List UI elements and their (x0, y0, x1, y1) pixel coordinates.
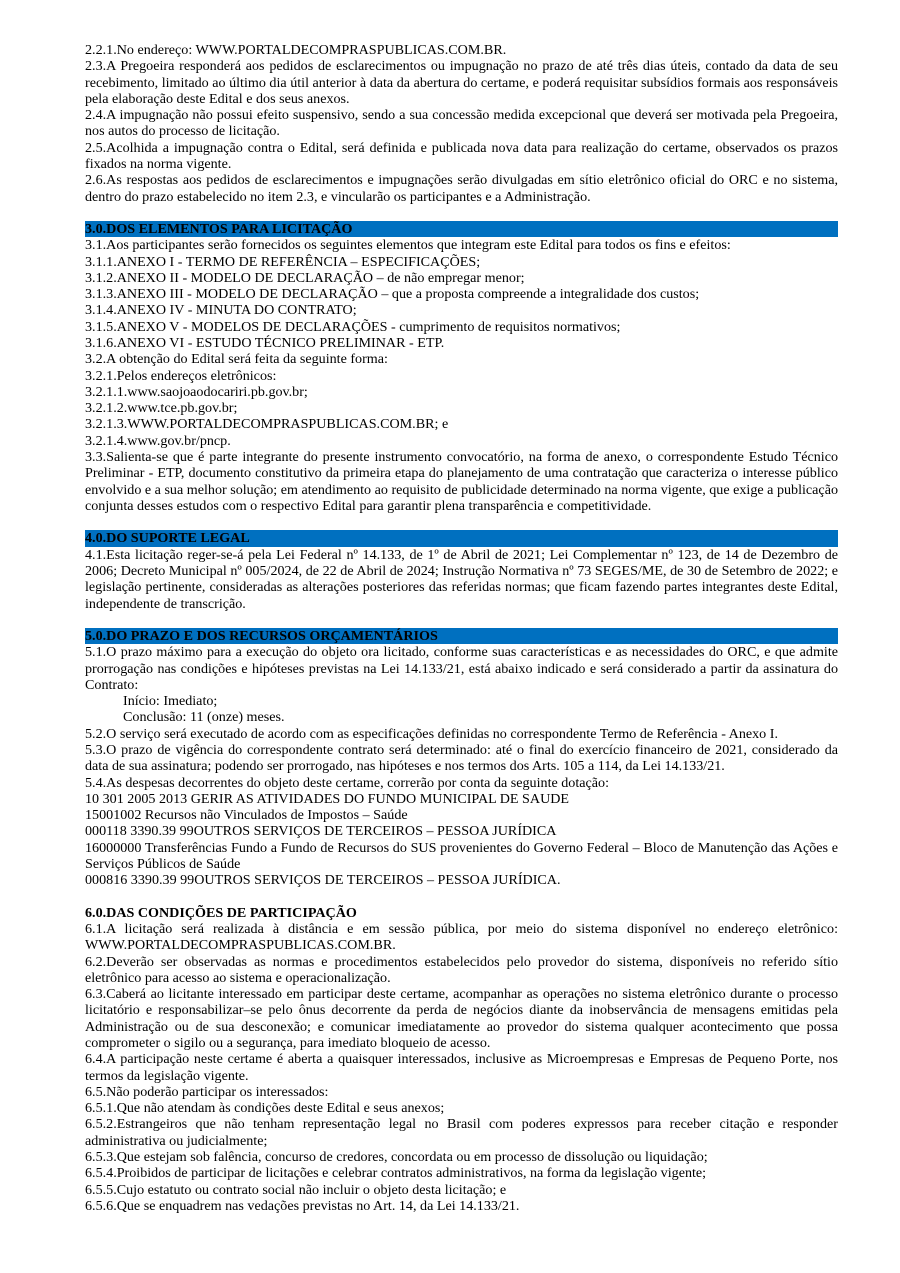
paragraph: 5.3.O prazo de vigência do correspondente contrato será determinado: até o final do exercício financeiro de 2021, considerado da data de sua assinatura; podendo ser prorrogado, nas hipóteses e nos termos dos Arts. 105 a 114, da Lei 14.133/21. (85, 742, 838, 775)
section-heading: 6.0.DAS CONDIÇÕES DE PARTICIPAÇÃO (85, 904, 357, 921)
paragraph: 6.5.2.Estrangeiros que não tenham representação legal no Brasil com poderes expressos para receber citação e responder administrativa ou judicialmente; (85, 1116, 838, 1149)
paragraph: 6.4.A participação neste certame é aberta a quaisquer interessados, inclusive as Microempresas e Empresas de Pequeno Porte, nos termos da legislação vigente. (85, 1051, 838, 1084)
paragraph: 6.5.6.Que se enquadrem nas vedações previstas no Art. 14, da Lei 14.133/21. (85, 1197, 520, 1214)
paragraph: 2.5.Acolhida a impugnação contra o Edital, será definida e publicada nova data para realização do certame, observados os prazos fixados na norma vigente. (85, 139, 838, 172)
document-page (85, 42, 838, 1214)
paragraph: 3.2.1.4.www.gov.br/pncp. (85, 432, 231, 449)
paragraph: 4.1.Esta licitação reger-se-á pela Lei Federal nº 14.133, de 1º de Abril de 2021; Lei Complementar nº 123, de 14 de Dezembro de 2006; Decreto Municipal nº 005/2024, de 22 de Abril de 2024; Instrução Normativa nº 73 SEGES/ME, de 30 de Setembro de 2022; e legislação pertinente, consideradas as alterações posteriores das referidas normas; que ficam fazendo partes integrantes deste Edital, independente de transcrição. (85, 546, 838, 612)
paragraph: 6.5.1.Que não atendam às condições deste Edital e seus anexos; (85, 1100, 445, 1117)
paragraph: 2.3.A Pregoeira responderá aos pedidos de esclarecimentos ou impugnação no prazo de até três dias úteis, contado da data de seu recebimento, limitado ao último dia útil anterior à data da abertura do certame, e poderá requisitar subsídios formais aos responsáveis pela elaboração deste Edital e dos seus anexos. (85, 58, 838, 107)
paragraph: 5.2.O serviço será executado de acordo com as especificações definidas no correspondente Termo de Referência - Anexo I. (85, 725, 778, 742)
paragraph: 2.4.A impugnação não possui efeito suspensivo, sendo a sua concessão medida excepcional que deverá ser motivada pela Pregoeira, nos autos do processo de licitação. (85, 107, 838, 140)
paragraph: 10 301 2005 2013 GERIR AS ATIVIDADES DO FUNDO MUNICIPAL DE SAUDE (85, 790, 570, 807)
paragraph: 3.1.1.ANEXO I - TERMO DE REFERÊNCIA – ESPECIFICAÇÕES; (85, 253, 481, 270)
indented-item: Conclusão: 11 (onze) meses. (123, 709, 285, 726)
paragraph: 2.6.As respostas aos pedidos de esclarecimentos e impugnações serão divulgadas em sítio eletrônico oficial do ORC e no sistema, dentro do prazo estabelecido no item 2.3, e vincularão os participantes e a Administração. (85, 172, 838, 205)
paragraph: 5.1.O prazo máximo para a execução do objeto ora licitado, conforme suas características e as necessidades do ORC, e que admite prorrogação nas condições e hipóteses previstas na Lei 14.133/21, está abaixo indicado e será considerado a partir da assinatura do Contrato: (85, 644, 838, 693)
paragraph: 15001002 Recursos não Vinculados de Impostos – Saúde (85, 807, 408, 824)
indented-item: Início: Imediato; (123, 693, 218, 710)
paragraph: 3.1.5.ANEXO V - MODELOS DE DECLARAÇÕES - cumprimento de requisitos normativos; (85, 318, 621, 335)
paragraph: 6.5.Não poderão participar os interessados: (85, 1083, 329, 1100)
paragraph: 6.5.4.Proibidos de participar de licitações e celebrar contratos administrativos, na forma da legislação vigente; (85, 1165, 707, 1182)
section-heading: 3.0.DOS ELEMENTOS PARA LICITAÇÃO (85, 221, 838, 237)
paragraph: 3.1.3.ANEXO III - MODELO DE DECLARAÇÃO – que a proposta compreende a integralidade dos custos; (85, 286, 700, 303)
section-heading: 4.0.DO SUPORTE LEGAL (85, 530, 838, 546)
spacer (85, 205, 838, 221)
paragraph: 3.1.4.ANEXO IV - MINUTA DO CONTRATO; (85, 302, 357, 319)
spacer (85, 612, 838, 628)
paragraph: 3.1.2.ANEXO II - MODELO DE DECLARAÇÃO – de não empregar menor; (85, 269, 525, 286)
paragraph: 5.4.As despesas decorrentes do objeto deste certame, correrão por conta da seguinte dotação: (85, 774, 610, 791)
paragraph: 3.2.1.1.www.saojoaodocariri.pb.gov.br; (85, 383, 308, 400)
paragraph: 3.1.6.ANEXO VI - ESTUDO TÉCNICO PRELIMINAR - ETP. (85, 335, 445, 352)
paragraph: 6.1.A licitação será realizada à distância e em sessão pública, por meio do sistema disponível no endereço eletrônico: WWW.PORTALDECOMPRASPUBLICAS.COM.BR. (85, 921, 838, 954)
paragraph: 3.2.1.Pelos endereços eletrônicos: (85, 367, 277, 384)
paragraph: 3.3.Salienta-se que é parte integrante do presente instrumento convocatório, na forma de anexo, o correspondente Estudo Técnico Preliminar - ETP, documento constitutivo da primeira etapa do planejamento de uma contratação que caracteriza o interesse público envolvido e a sua melhor solução; em atendimento ao requisito de publicidade determinado na norma vigente, que exige a publicação conjunta desses estudos com o respectivo Edital para garantir plena transparência e competitividade. (85, 449, 838, 514)
paragraph: 000118 3390.39 99OUTROS SERVIÇOS DE TERCEIROS – PESSOA JURÍDICA (85, 823, 557, 840)
spacer (85, 889, 838, 905)
paragraph: 3.1.Aos participantes serão fornecidos os seguintes elementos que integram este Edital para todos os fins e efeitos: (85, 237, 731, 254)
paragraph: 16000000 Transferências Fundo a Fundo de Recursos do SUS provenientes do Governo Federal – Bloco de Manutenção das Ações e Serviços Públicos de Saúde (85, 839, 838, 872)
paragraph: 6.5.3.Que estejam sob falência, concurso de credores, concordata ou em processo de dissolução ou liquidação; (85, 1149, 708, 1165)
paragraph: 3.2.1.2.www.tce.pb.gov.br; (85, 400, 238, 417)
paragraph: 6.5.5.Cujo estatuto ou contrato social não incluir o objeto desta licitação; e (85, 1181, 507, 1198)
paragraph: 2.2.1.No endereço: WWW.PORTALDECOMPRASPUBLICAS.COM.BR. (85, 42, 507, 58)
section-heading: 5.0.DO PRAZO E DOS RECURSOS ORÇAMENTÁRIOS (85, 628, 838, 644)
paragraph: 6.3.Caberá ao licitante interessado em participar deste certame, acompanhar as operações no sistema eletrônico durante o processo licitatório e responsabilizar–se pelo ônus decorrente da perda de negócios diante da inobservância de mensagens emitidas pela Administração ou de sua desconexão; e comunicar imediatamente ao provedor do sistema qualquer acontecimento que possa comprometer o sigilo ou a segurança, para imediato bloqueio de acesso. (85, 986, 838, 1052)
paragraph: 3.2.1.3.WWW.PORTALDECOMPRASPUBLICAS.COM.BR; e (85, 416, 449, 433)
paragraph: 6.2.Deverão ser observadas as normas e procedimentos estabelecidos pelo provedor do sistema, disponíveis no referido sítio eletrônico para acesso ao sistema e operacionalização. (85, 953, 838, 986)
paragraph: 3.2.A obtenção do Edital será feita da seguinte forma: (85, 351, 388, 368)
spacer (85, 514, 838, 530)
paragraph: 000816 3390.39 99OUTROS SERVIÇOS DE TERCEIROS – PESSOA JURÍDICA. (85, 872, 561, 889)
